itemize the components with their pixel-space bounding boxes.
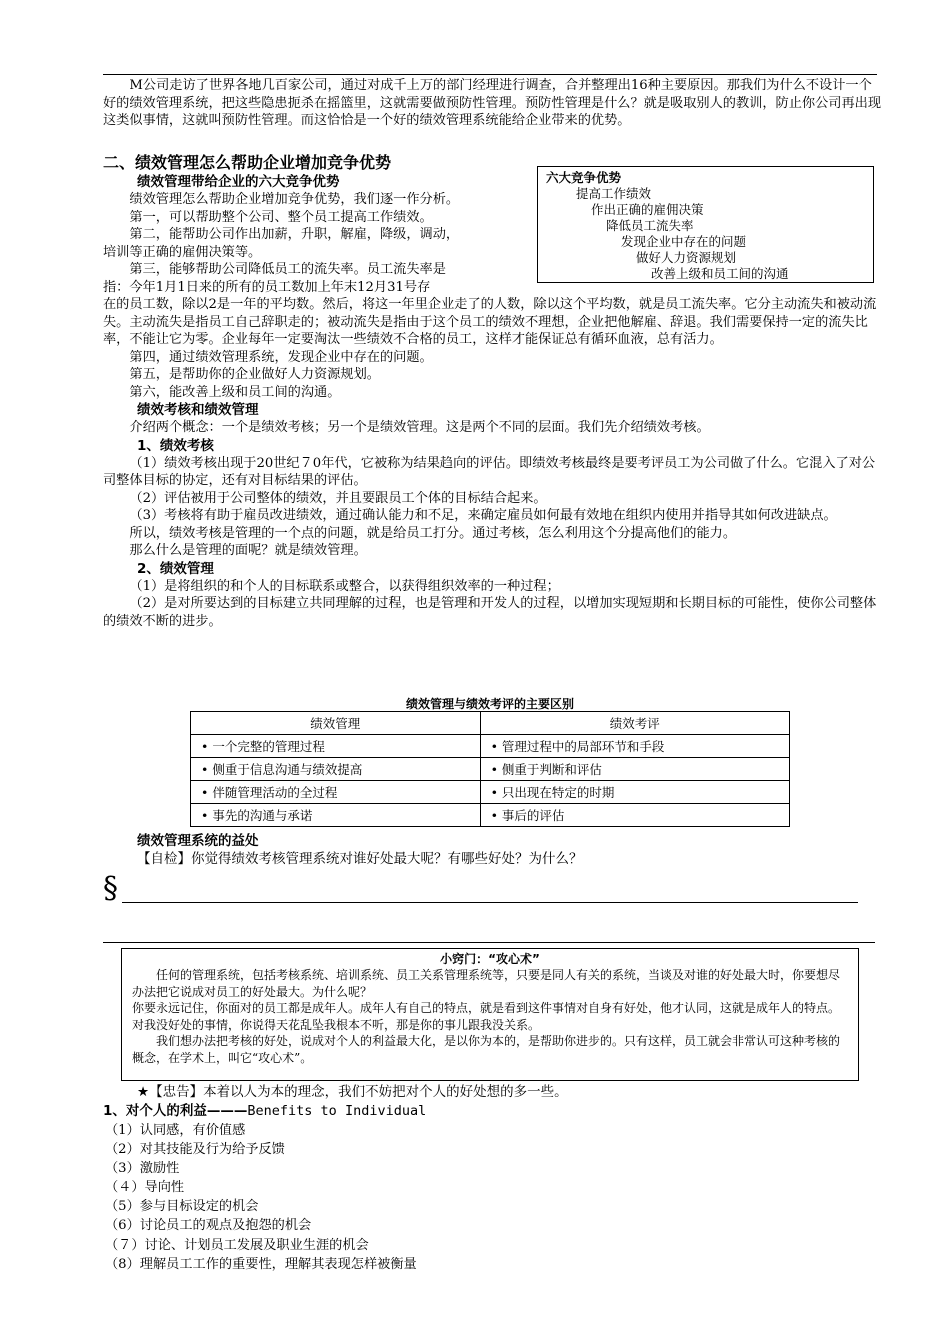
paragraph: 在的员工数，除以2是一年的平均数。然后，将这一年里企业走了的人数，除以这个平均数，就是员工流失率。它分主动流失和被动流失。主动流失是指员工自己辞职走的；被动流失是指由于这个员工的绩效不理想，企业把他解雇、辞退。我们需要保持一定的流失比率，不能让它为零。企业每年一定要淘汰一些绩效不合格的员工，这样才能保证总有循环血液，总有活力。	[103, 297, 877, 347]
list-item: （1）认同感，有价值感	[105, 1123, 246, 1138]
table-cell: • 事先的沟通与承诺	[191, 804, 481, 827]
intro-paragraph: M公司走访了世界各地几百家公司，通过对成千上万的部门经理进行调查，合并整理出16种主要原因。那我们为什么不设计一个好的绩效管理系统，把这些隐患扼杀在摇篮里，这就需要做预防性管理。预防性管理是什么？就是吸取别人的教训，防止你公司再出现这类似事情，这就叫预防性管理。而这恰恰是一个好的绩效管理系统能给企业带来的优势。	[103, 78, 882, 128]
table-title: 绩效管理与绩效考评的主要区别	[405, 697, 574, 711]
sidebox-item: 降低员工流失率	[606, 218, 694, 233]
tip-paragraph: 任何的管理系统，包括考核系统、培训系统、员工关系管理系统等，只要是同人有关的系统，当谈及对谁的好处最大时，你要想尽办法把它说成对员工的好处最大。为什么呢？	[132, 968, 841, 999]
sidebox-item: 做好人力资源规划	[636, 250, 737, 265]
tip-title: 小窍门：“攻心术”	[440, 952, 540, 966]
tip-paragraph: 我们想办法把考核的好处，说成对个人的利益最大化，是以你为本的，是帮助你进步的。只有这样，员工就会非常认可这种考核的概念，在学术上，叫它“攻心术”。	[132, 1034, 841, 1065]
paragraph: 那么什么是管理的面呢？就是绩效管理。	[129, 543, 367, 558]
list-item: （７）讨论、计划员工发展及职业生涯的机会	[105, 1237, 369, 1253]
paragraph: 培训等正确的雇佣决策等。	[103, 244, 262, 260]
list-item: （8）理解员工工作的重要性，理解其表现怎样被衡量	[105, 1256, 417, 1272]
paragraph: 第二，能帮助公司作出加薪，升职，解雇，降级，调动，	[129, 227, 460, 242]
paragraph: 所以，绩效考核是管理的一个点的问题，就是给员工打分。通过考核，怎么利用这个分提高他们的能力。	[129, 525, 737, 541]
intro-block	[103, 77, 883, 130]
paragraph: 介绍两个概念：一个是绩效考核；另一个是绩效管理。这是两个不同的层面。我们先介绍绩效考核。	[129, 420, 710, 435]
list-item: （3）激励性	[105, 1161, 180, 1177]
table-row	[191, 804, 790, 827]
table-cell: • 管理过程中的局部环节和手段	[480, 735, 789, 758]
section-mark: §	[103, 871, 118, 906]
heading-management: 2、绩效管理	[137, 560, 214, 577]
heading-appraisal: 1、绩效考核	[137, 437, 214, 454]
individual-heading-text: 1、对个人的利益	[103, 1103, 207, 1119]
section-heading: 二、绩效管理怎么帮助企业增加竞争优势	[103, 153, 392, 172]
heading-dash: ———	[206, 1103, 248, 1119]
paragraph: （1）绩效考核出现于20世纪７0年代，它被称为结果趋向的评估。即绩效考核最终是要考评员工为公司做了什么。它混入了对公司整体目标的协定，还有对目标结果的评估。	[103, 455, 876, 488]
subheading-six-advantages: 绩效管理带给企业的六大竞争优势	[137, 174, 340, 190]
table-cell: • 只出现在特定的时期	[480, 781, 789, 804]
paragraph: 第三，能够帮助公司降低员工的流失率。员工流失率是	[129, 262, 446, 277]
tip-box	[121, 948, 859, 1081]
benefits-block	[103, 832, 883, 868]
table-header-row	[191, 712, 790, 735]
table-cell: • 侧重于判断和评估	[480, 758, 789, 781]
advice-line: ★【忠告】本着以人为本的理念，我们不妨把对个人的好处想的多一些。	[137, 1084, 568, 1100]
paragraph: 第六，能改善上级和员工间的沟通。	[129, 384, 341, 400]
paragraph: （2）是对所要达到的目标建立共同理解的过程，也是管理和开发人的过程，以增加实现短期和长期目标的可能性，使你公司整体的绩效不断的进步。	[103, 596, 877, 629]
individual-heading-english: Benefits to Individual	[247, 1103, 427, 1119]
six-advantages-box	[537, 166, 874, 283]
table-row	[191, 758, 790, 781]
benefits-heading: 绩效管理系统的益处	[137, 833, 259, 849]
table-cell: • 伴随管理活动的全过程	[191, 781, 481, 804]
column-header: 绩效管理	[191, 712, 481, 735]
table-cell: • 侧重于信息沟通与绩效提高	[191, 758, 481, 781]
paragraph: （2）评估被用于公司整体的绩效，并且要跟员工个体的目标结合起来。	[129, 490, 547, 506]
list-item: （2）对其技能及行为给予反馈	[105, 1142, 285, 1158]
sidebox-item: 作出正确的雇佣决策	[591, 202, 704, 217]
paragraph: （3）考核将有助于雇员改进绩效，通过确认能力和不足，来确定雇员如何最有效地在组织内使用并指导其如何改进缺点。	[129, 508, 837, 523]
answer-line	[122, 902, 858, 903]
table-row	[191, 735, 790, 758]
self-check-prompt: 【自检】你觉得绩效考核管理系统对谁好处最大呢？有哪些好处？为什么？	[137, 851, 583, 867]
individual-benefits-heading	[103, 1102, 426, 1120]
individual-benefits-list	[105, 1121, 417, 1274]
column-header: 绩效考评	[480, 712, 789, 735]
comparison-table	[190, 711, 790, 827]
table-cell: • 事后的评估	[480, 804, 789, 827]
sidebox-title: 六大竞争优势	[546, 170, 622, 185]
subheading-appraisal-vs-management: 绩效考核和绩效管理	[137, 402, 259, 418]
top-rule	[103, 74, 877, 75]
sidebox-item: 改善上级和员工间的沟通	[651, 266, 789, 281]
table-row	[191, 781, 790, 804]
list-item: （5）参与目标设定的机会	[105, 1199, 259, 1215]
paragraph: 绩效管理怎么帮助企业增加竞争优势，我们逐一作分析。	[129, 192, 460, 207]
list-item: （４）导向性	[105, 1180, 185, 1196]
paragraph: 第一，可以帮助整个公司、整个员工提高工作绩效。	[129, 209, 433, 225]
paragraph: 指：今年1月1日来的所有的员工数加上年末12月31号存	[103, 279, 431, 295]
separator-line	[103, 942, 875, 943]
list-item: （6）讨论员工的观点及抱怨的机会	[105, 1218, 312, 1234]
paragraph: （1）是将组织的和个人的目标联系或整合，以获得组织效率的一种过程；	[129, 578, 560, 594]
table-cell: • 一个完整的管理过程	[191, 735, 481, 758]
sidebox-item: 发现企业中存在的问题	[621, 234, 747, 249]
tip-paragraph: 你要永远记住，你面对的员工都是成年人。成年人有自己的特点，就是看到这件事情对自身有好处，他才认同，这就是成年人的特点。对我没好处的事情，你说得天花乱坠我根本不听，那是你的事儿跟我没关系。	[132, 1001, 841, 1032]
paragraph: 第四，通过绩效管理系统，发现企业中存在的问题。	[129, 349, 433, 365]
sidebox-item: 提高工作绩效	[576, 186, 652, 201]
paragraph: 第五，是帮助你的企业做好人力资源规划。	[129, 367, 380, 382]
